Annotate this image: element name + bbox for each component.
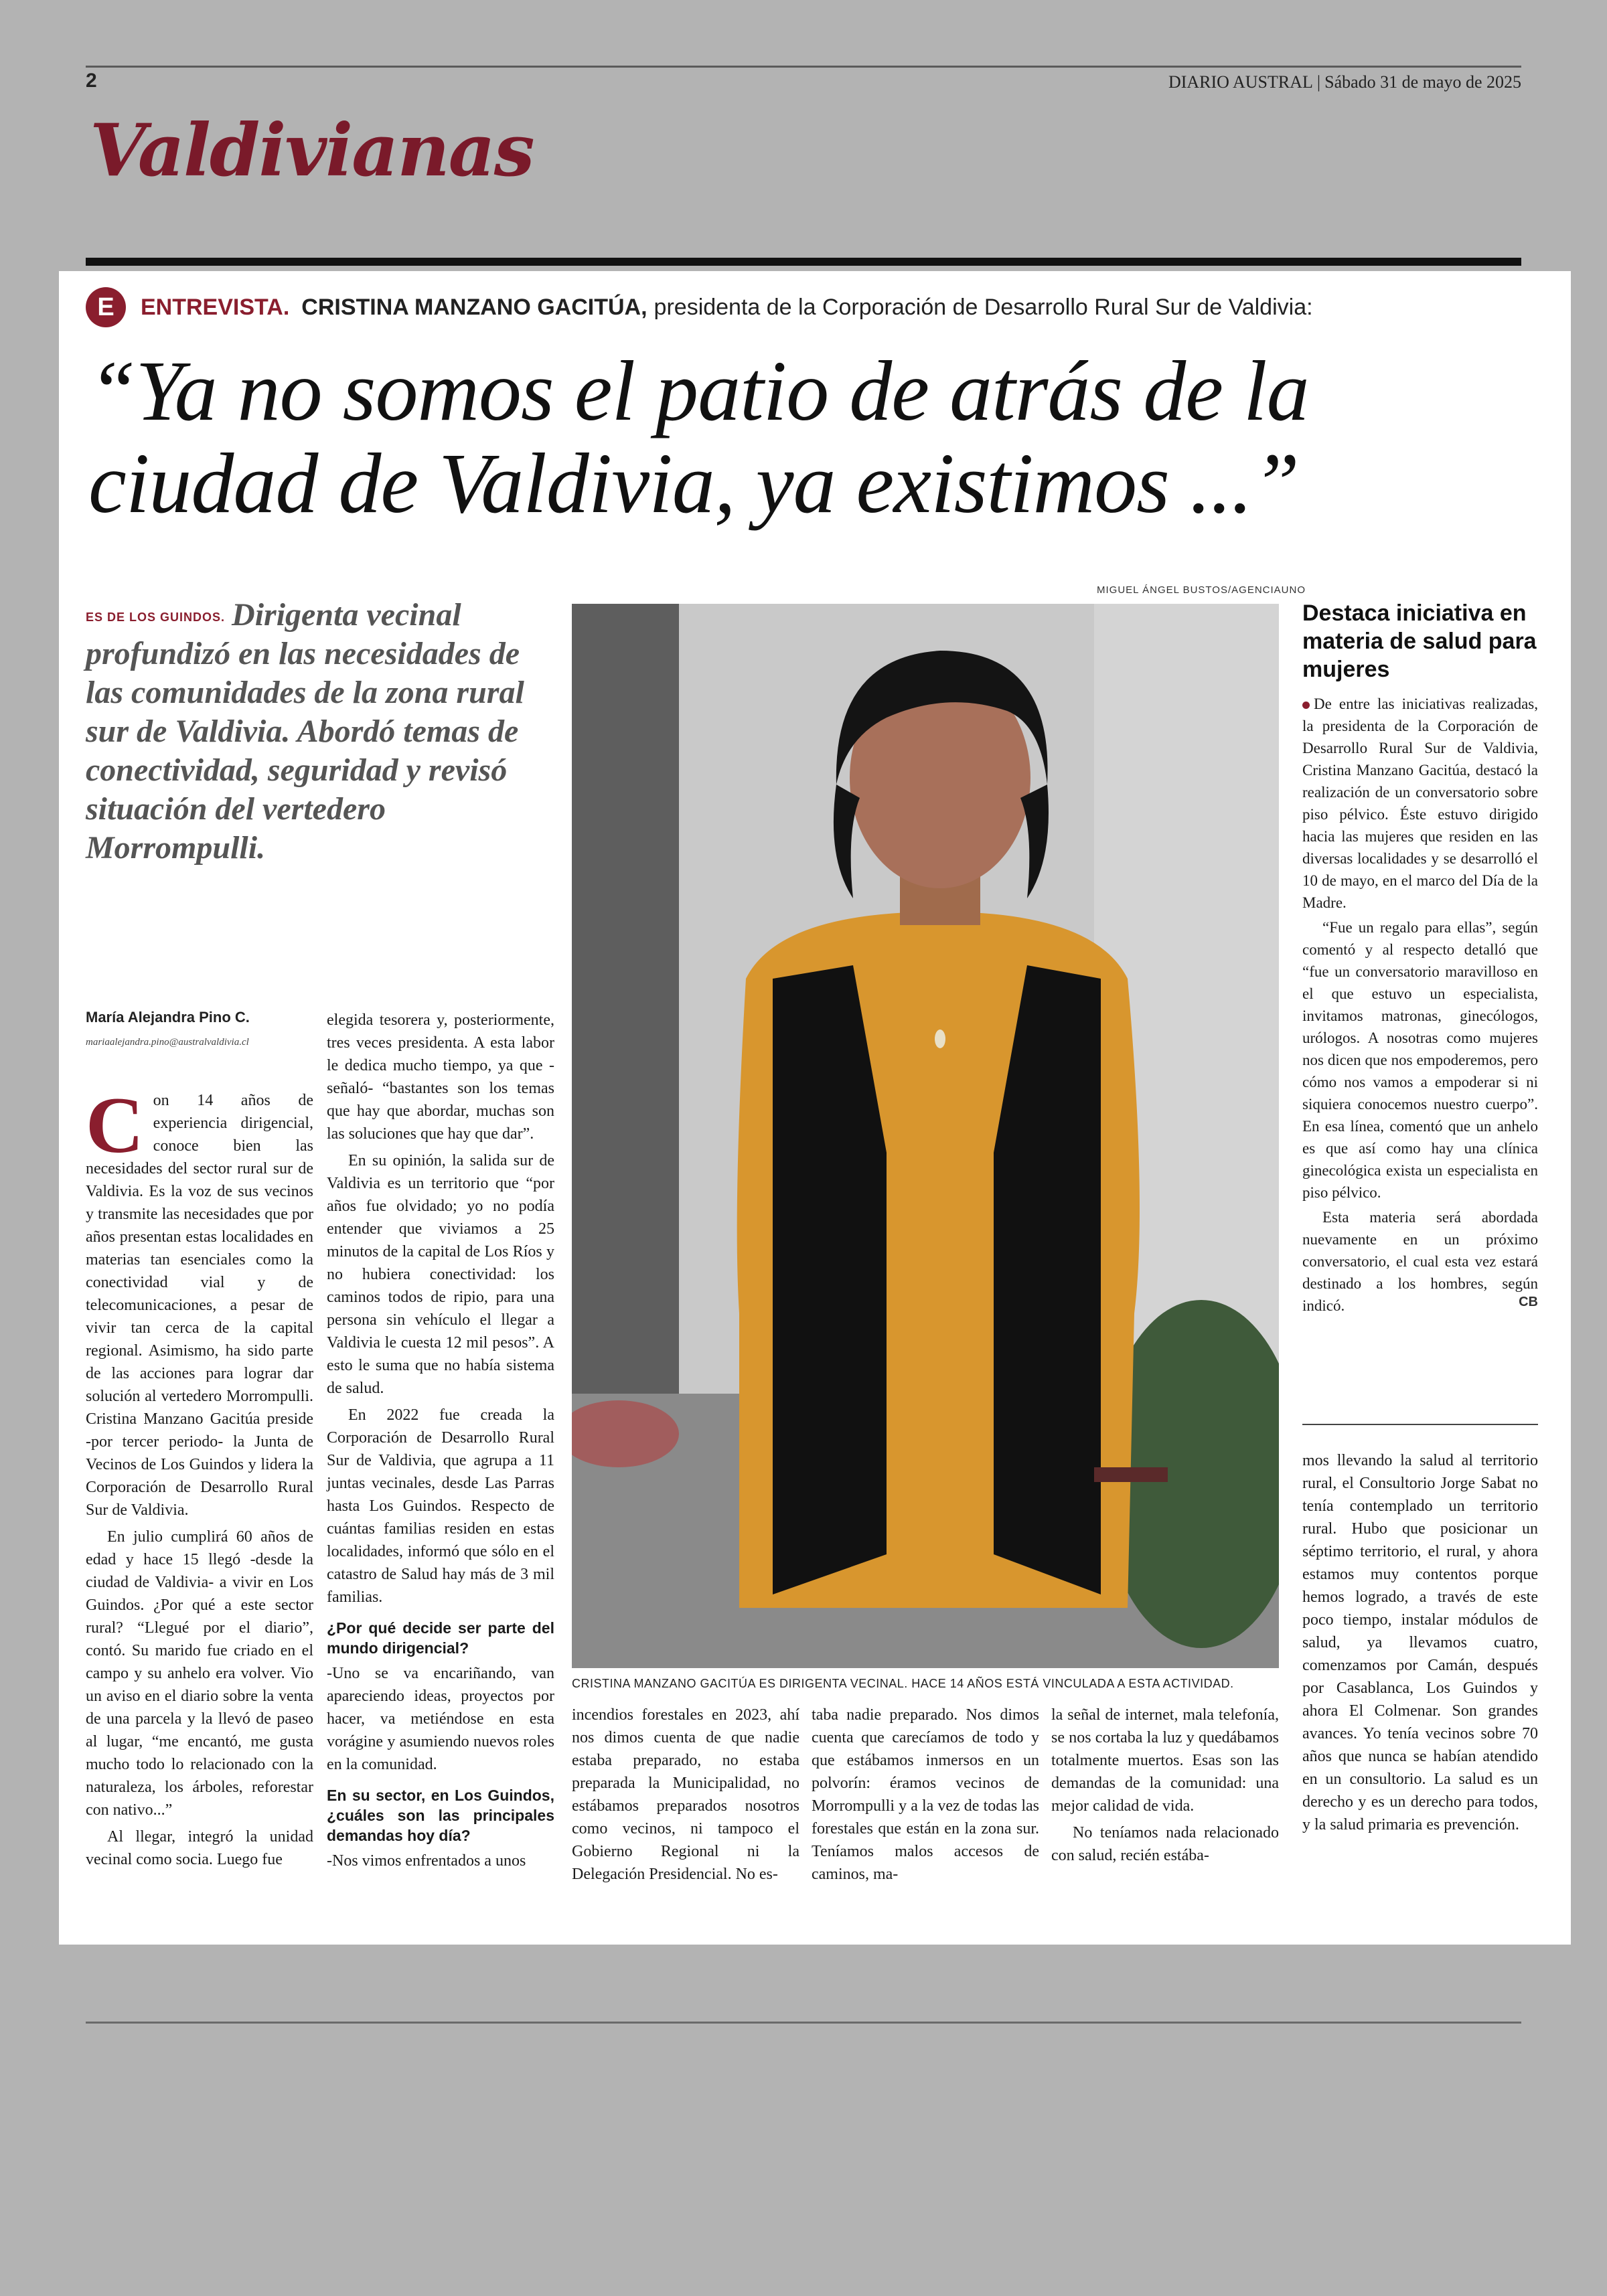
paragraph: -Nos vimos enfrentados a unos	[327, 1852, 526, 1870]
lead-tag: ES DE LOS GUINDOS.	[86, 610, 226, 625]
body-column-6	[1302, 1449, 1538, 1840]
interview-question: ¿Por qué decide ser parte del mundo dirigencial?	[327, 1619, 554, 1657]
kicker-name: CRISTINA MANZANO GACITÚA,	[301, 294, 647, 320]
masthead-separator: |	[1316, 72, 1321, 92]
lead-text: Dirigenta vecinal profundizó en las necesidades de las comunidades de la zona rural sur de Valdivia. Abordó temas de conectividad, seguridad y revisó situación del vertedero Morrompulli.	[86, 597, 524, 866]
body-column-3	[572, 1704, 799, 1890]
paragraph: Al llegar, integró la unidad vecinal como socia. Luego fue	[86, 1828, 313, 1868]
paragraph: En julio cumplirá 60 años de edad y hace 15 llegó -desde la ciudad de Valdivia- a vivir en Los Guindos. ¿Por qué a este sector rural? “Llegué por el diario”, contó. Su marido fue criado en el campo y su anhelo era volver. Vio un aviso en el diario sobre la venta de una parcela y la llevó de paseo al lugar, “me encantó, me gusta mucho todo lo relacionado con la naturaleza, los árboles, reforestar con nativo...”	[86, 1528, 313, 1819]
kicker-label: ENTREVISTA.	[141, 294, 290, 320]
paragraph: En su opinión, la salida sur de Valdivia es un territorio que “por años fue olvidado; yo no podía entender que viviamos a 25 minutos de la capital de Los Ríos y no hubiera conectividad: los caminos todos de ripio, para una persona sin vehículo el llegar a Valdivia le cuesta 12 mil pesos”. A esto le suma que no había sistema de salud.	[327, 1152, 554, 1397]
paragraph: taba nadie preparado. Nos dimos cuenta que carecíamos de todo y que estábamos inmersos en un polvorín: éramos vecinos de Morrompulli y a la vez de todas las forestales que están en la zona sur. Teníamos malos accesos de caminos, ma-	[812, 1706, 1039, 1883]
paragraph: elegida tesorera y, posteriormente, tres veces presidenta. A esta labor le dedica mucho tiempo, ya que -señaló- “bastantes son los temas que hay que abordar, muchas son las soluciones que hay que dar”.	[327, 1011, 554, 1143]
photo-credit: MIGUEL ÁNGEL BUSTOS/AGENCIAUNO	[1096, 584, 1306, 596]
body-column-1	[86, 1080, 313, 1875]
kicker	[86, 286, 1313, 329]
byline	[86, 1009, 300, 1048]
body-column-2	[327, 1009, 554, 1876]
headline	[88, 345, 1495, 529]
author-name: María Alejandra Pino C.	[86, 1009, 250, 1026]
sidebar-title: Destaca iniciativa en materia de salud para mujeres	[1302, 600, 1537, 682]
paragraph: incendios forestales en 2023, ahí nos dimos cuenta de que nadie estaba preparado, no estaba preparada la Municipalidad, no estábamos preparados nosotros como vecinos, ni tampoco el Gobierno Regional ni la Delegación Presidencial. No es-	[572, 1706, 799, 1883]
masthead	[1168, 72, 1521, 92]
masthead-date: Sábado 31 de mayo de 2025	[1324, 72, 1521, 92]
article-page	[59, 271, 1571, 1945]
portrait-photo	[572, 604, 1279, 1668]
paragraph-text: on 14 años de experiencia dirigencial, conoce bien las necesidades del sector rural sur de Valdivia. Es la voz de sus vecinos y transmite las necesidades que por años presentan estas localidades en materias tan esenciales como la conectividad vial y de telecomunicaciones, a pesar de vivir tan cerca de la capital regional. Asimismo, ha sido parte de las acciones para lograr dar solución al vertedero Morrompulli. Cristina Manzano Gacitúa preside -por tercer periodo- la Junta de Vecinos de Los Guindos y lidera la Corporación de Desarrollo Rural Sur de Valdivia.	[86, 1092, 313, 1519]
top-rule	[86, 66, 1521, 68]
sidebar-paragraph-text: Esta materia será abordada nuevamente en un próximo conversatorio, el cual esta vez estará destinado a los hombres, según indicó.	[1302, 1209, 1538, 1314]
paragraph	[86, 1080, 313, 1522]
page-number: 2	[86, 70, 97, 92]
drop-cap: C	[86, 1080, 144, 1169]
bullet-icon	[1302, 702, 1310, 709]
paragraph: mos llevando la salud al territorio rural, el Consultorio Jorge Sabat no tenía contemplado un territorio rural. Hubo que posicionar un séptimo territorio, el rural, y ahora estamos muy contentos porque hemos logrado, a través de este poco tiempo, instalar módulos de salud, ya llevamos cuatro, comenzamos por Camán, después por Casablanca, Los Guindos y ahora El Colmenar. Son grandes avances. Yo tenía vecinos sobre 70 años que nunca se habían atendido en un consultorio. La salud es un derecho y es un derecho para todos, y la salud primaria es prevención.	[1302, 1452, 1538, 1833]
sidebar-paragraph-text: De entre las iniciativas realizadas, la presidenta de la Corporación de Desarrollo Rural Sur de Valdivia, Cristina Manzano Gacitúa, destacó la realización de un conversatorio sobre piso pélvico. Éste estuvo dirigido hacia las mujeres que residen en las diversas localidades y se desarrolló el 10 de mayo, en el marco del Día de la Madre.	[1302, 695, 1538, 911]
headline-line-1: “Ya no somos el patio de atrás de la	[88, 343, 1309, 438]
sidebar-paragraph	[1302, 693, 1538, 914]
section-title: Valdivianas	[90, 108, 534, 193]
paragraph: -Uno se va encariñando, van apareciendo ideas, proyectos por hacer, va metiéndose en esta vorágine y asumiendo nuevos roles en la comunidad.	[327, 1665, 554, 1773]
end-mark-icon: CB	[1519, 1295, 1538, 1309]
body-column-5	[1051, 1704, 1279, 1871]
bottom-rule	[86, 2022, 1521, 2024]
body-column-4	[812, 1704, 1039, 1890]
headline-line-2: ciudad de Valdivia, ya existimos ...”	[88, 436, 1300, 531]
lead-paragraph	[86, 596, 554, 868]
sidebar-divider	[1302, 1424, 1538, 1425]
sidebar-paragraph: “Fue un regalo para ellas”, según comentó y al respecto detalló que “fue un conversatorio maravilloso en el que estuvo un especialista, invitamos matronas, ginecólogos, urólogos. A nosotras como mujeres nos dicen que nos empoderemos, pero cómo nos vamos a empoderar si ni siquiera conocemos nuestro cuerpo”. En esa línea, comentó que un anhelo es que así como hay una clínica ginecológica exista un especialista en piso pélvico.	[1302, 919, 1538, 1201]
masthead-paper: DIARIO AUSTRAL	[1168, 72, 1313, 92]
paragraph: En 2022 fue creada la Corporación de Desarrollo Rural Sur de Valdivia, que agrupa a 11 juntas vecinales, desde Las Parras hasta Los Guindos. Respecto de cuántas familias residen en estas localidades, informó que sólo en el catastro de Salud hay más de 3 mil familias.	[327, 1406, 554, 1606]
sidebar-paragraph	[1302, 1206, 1538, 1317]
author-email: mariaalejandra.pino@australvaldivia.cl	[86, 1037, 249, 1048]
sidebar-body	[1302, 693, 1538, 1319]
section-bar	[86, 258, 1521, 266]
portrait-illustration	[572, 604, 1279, 1668]
entrevista-badge-icon: E	[86, 287, 126, 327]
paragraph: No teníamos nada relacionado con salud, recién estába-	[1051, 1824, 1279, 1864]
photo-caption: CRISTINA MANZANO GACITÚA ES DIRIGENTA VECINAL. HACE 14 AÑOS ESTÁ VINCULADA A ESTA ACTIVIDAD.	[572, 1677, 1234, 1690]
paragraph: la señal de internet, mala telefonía, se nos cortaba la luz y quedábamos totalmente muertos. Esas son las demandas de la comunidad: una mejor calidad de vida.	[1051, 1706, 1279, 1815]
interview-question: En su sector, en Los Guindos, ¿cuáles son las principales demandas hoy día?	[327, 1787, 554, 1844]
kicker-description: presidenta de la Corporación de Desarrollo Rural Sur de Valdivia:	[654, 294, 1313, 320]
